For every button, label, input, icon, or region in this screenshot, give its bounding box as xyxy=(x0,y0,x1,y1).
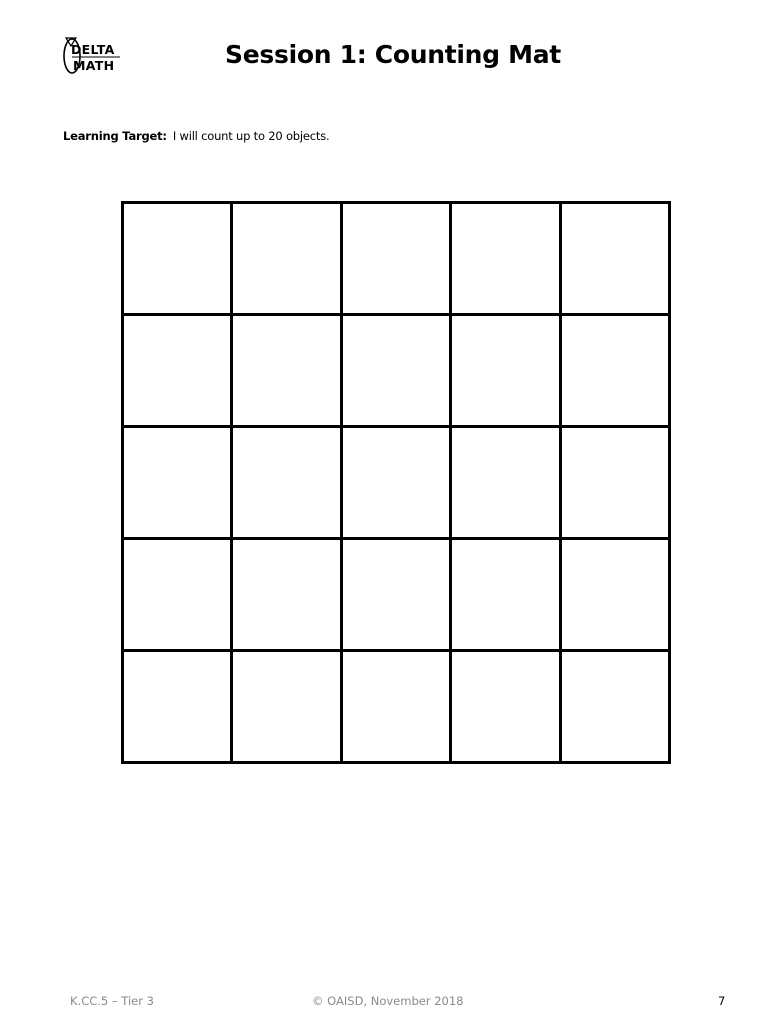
mat-cell xyxy=(343,428,452,540)
learning-target xyxy=(63,129,329,143)
mat-cell xyxy=(124,540,233,652)
mat-cell xyxy=(124,652,233,764)
mat-cell xyxy=(233,204,342,316)
mat-cell xyxy=(124,204,233,316)
mat-cell xyxy=(562,652,671,764)
mat-cell xyxy=(233,540,342,652)
mat-cell xyxy=(233,652,342,764)
mat-cell xyxy=(562,428,671,540)
mat-cell xyxy=(452,540,561,652)
mat-cell xyxy=(233,428,342,540)
page-number: 7 xyxy=(718,994,726,1008)
mat-cell xyxy=(452,316,561,428)
mat-cell xyxy=(562,540,671,652)
mat-cell xyxy=(233,316,342,428)
logo-line2: MATH xyxy=(73,58,115,73)
mat-cell xyxy=(124,316,233,428)
footer-copyright: © OAISD, November 2018 xyxy=(312,994,464,1008)
mat-cell xyxy=(452,428,561,540)
mat-cell xyxy=(124,428,233,540)
mat-cell xyxy=(562,316,671,428)
mat-cell xyxy=(452,652,561,764)
mat-cell xyxy=(343,540,452,652)
learning-target-text: I will count up to 20 objects. xyxy=(172,129,330,143)
mat-cell xyxy=(343,316,452,428)
page-title: Session 1: Counting Mat xyxy=(225,40,561,69)
mat-cell xyxy=(452,204,561,316)
counting-mat-grid xyxy=(121,201,671,764)
footer-standard: K.CC.5 – Tier 3 xyxy=(70,994,154,1008)
mat-cell xyxy=(343,204,452,316)
learning-target-label: Learning Target: xyxy=(63,129,167,143)
mat-cell xyxy=(343,652,452,764)
logo-line1: DELTA xyxy=(71,42,115,57)
mat-cell xyxy=(562,204,671,316)
